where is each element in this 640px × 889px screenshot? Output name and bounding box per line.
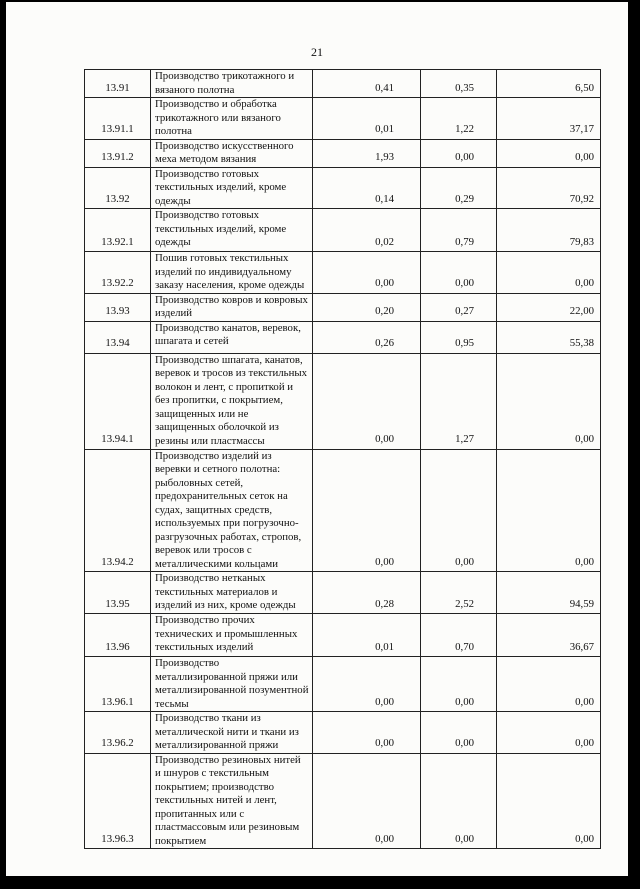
row-value-2: 0,27 bbox=[421, 293, 497, 321]
row-value-3: 0,00 bbox=[497, 139, 601, 167]
table-body bbox=[85, 70, 601, 849]
data-table bbox=[84, 69, 601, 849]
row-name: Производство нетканых текстильных материалов и изделий из них, кроме одежды bbox=[151, 572, 313, 614]
row-name: Производство и обработка трикотажного или вязаного полотна bbox=[151, 98, 313, 140]
row-name: Производство изделий из веревки и сетного полотна: рыболовных сетей, предохранительных сеток на судах, защитных средств, используемых при погрузочно-разгрузочных работах, стропов, веревок или тросов с металлическими кольцами bbox=[151, 449, 313, 572]
row-value-2: 1,27 bbox=[421, 353, 497, 449]
row-value-2: 0,00 bbox=[421, 449, 497, 572]
row-value-2: 0,35 bbox=[421, 70, 497, 98]
row-value-3: 0,00 bbox=[497, 252, 601, 294]
row-code: 13.96.2 bbox=[85, 712, 151, 754]
row-value-2: 0,00 bbox=[421, 753, 497, 849]
row-value-3: 0,00 bbox=[497, 753, 601, 849]
row-value-1: 0,00 bbox=[313, 712, 421, 754]
row-value-2: 2,52 bbox=[421, 572, 497, 614]
row-value-3: 94,59 bbox=[497, 572, 601, 614]
row-value-1: 0,41 bbox=[313, 70, 421, 98]
row-value-2: 0,00 bbox=[421, 712, 497, 754]
row-name: Производство металлизированной пряжи или металлизированной позументной тесьмы bbox=[151, 657, 313, 712]
row-value-1: 0,00 bbox=[313, 252, 421, 294]
row-name: Производство ковров и ковровых изделий bbox=[151, 293, 313, 321]
table-row bbox=[85, 712, 601, 754]
row-value-3: 70,92 bbox=[497, 167, 601, 209]
row-value-1: 0,01 bbox=[313, 614, 421, 657]
row-value-2: 0,29 bbox=[421, 167, 497, 209]
row-value-3: 6,50 bbox=[497, 70, 601, 98]
row-code: 13.91.2 bbox=[85, 139, 151, 167]
row-code: 13.96.3 bbox=[85, 753, 151, 849]
row-value-1: 0,00 bbox=[313, 449, 421, 572]
row-value-1: 0,00 bbox=[313, 353, 421, 449]
row-code: 13.95 bbox=[85, 572, 151, 614]
row-value-3: 37,17 bbox=[497, 98, 601, 140]
row-name: Производство искусственного меха методом вязания bbox=[151, 139, 313, 167]
row-value-1: 0,00 bbox=[313, 753, 421, 849]
row-value-2: 0,95 bbox=[421, 321, 497, 353]
table-row bbox=[85, 252, 601, 294]
row-value-3: 79,83 bbox=[497, 209, 601, 252]
row-value-3: 55,38 bbox=[497, 321, 601, 353]
row-value-3: 0,00 bbox=[497, 449, 601, 572]
document-page bbox=[6, 2, 628, 876]
row-code: 13.94.2 bbox=[85, 449, 151, 572]
row-name: Пошив готовых текстильных изделий по индивидуальному заказу населения, кроме одежды bbox=[151, 252, 313, 294]
table-row bbox=[85, 293, 601, 321]
row-value-3: 0,00 bbox=[497, 712, 601, 754]
row-value-1: 0,02 bbox=[313, 209, 421, 252]
row-code: 13.96 bbox=[85, 614, 151, 657]
row-code: 13.92.1 bbox=[85, 209, 151, 252]
row-name: Производство готовых текстильных изделий, кроме одежды bbox=[151, 167, 313, 209]
row-value-1: 0,26 bbox=[313, 321, 421, 353]
table-row bbox=[85, 98, 601, 140]
row-code: 13.93 bbox=[85, 293, 151, 321]
row-name: Производство ткани из металлической нити и ткани из металлизированной пряжи bbox=[151, 712, 313, 754]
row-value-2: 0,00 bbox=[421, 252, 497, 294]
row-value-3: 36,67 bbox=[497, 614, 601, 657]
table-row bbox=[85, 353, 601, 449]
row-name: Производство готовых текстильных изделий, кроме одежды bbox=[151, 209, 313, 252]
page-number: 21 bbox=[311, 45, 323, 59]
row-value-2: 1,22 bbox=[421, 98, 497, 140]
table-row bbox=[85, 753, 601, 849]
row-code: 13.92 bbox=[85, 167, 151, 209]
table-row bbox=[85, 572, 601, 614]
row-value-1: 0,00 bbox=[313, 657, 421, 712]
row-code: 13.94.1 bbox=[85, 353, 151, 449]
row-name: Производство шпагата, канатов, веревок и тросов из текстильных волокон и лент, с пропиткой и без пропитки, с покрытием, защищенных или не защищенных оболочкой из резины или пластмассы bbox=[151, 353, 313, 449]
table-row bbox=[85, 657, 601, 712]
row-name: Производство прочих технических и промышленных текстильных изделий bbox=[151, 614, 313, 657]
row-code: 13.94 bbox=[85, 321, 151, 353]
row-code: 13.92.2 bbox=[85, 252, 151, 294]
table-row bbox=[85, 321, 601, 353]
row-value-1: 1,93 bbox=[313, 139, 421, 167]
row-code: 13.91 bbox=[85, 70, 151, 98]
row-code: 13.91.1 bbox=[85, 98, 151, 140]
row-value-3: 22,00 bbox=[497, 293, 601, 321]
row-value-1: 0,01 bbox=[313, 98, 421, 140]
table-row bbox=[85, 139, 601, 167]
table-row bbox=[85, 209, 601, 252]
row-value-1: 0,28 bbox=[313, 572, 421, 614]
row-value-2: 0,70 bbox=[421, 614, 497, 657]
table-row bbox=[85, 449, 601, 572]
table-row bbox=[85, 70, 601, 98]
row-name: Производство резиновых нитей и шнуров с текстильным покрытием; производство текстильных нитей и лент, пропитанных или с пластмассовым или резиновым покрытием bbox=[151, 753, 313, 849]
row-value-2: 0,00 bbox=[421, 139, 497, 167]
row-value-1: 0,20 bbox=[313, 293, 421, 321]
row-code: 13.96.1 bbox=[85, 657, 151, 712]
row-name: Производство трикотажного и вязаного полотна bbox=[151, 70, 313, 98]
row-value-3: 0,00 bbox=[497, 353, 601, 449]
row-value-2: 0,00 bbox=[421, 657, 497, 712]
row-name: Производство канатов, веревок, шпагата и сетей bbox=[151, 321, 313, 353]
row-value-2: 0,79 bbox=[421, 209, 497, 252]
row-value-3: 0,00 bbox=[497, 657, 601, 712]
table-row bbox=[85, 167, 601, 209]
table-row bbox=[85, 614, 601, 657]
row-value-1: 0,14 bbox=[313, 167, 421, 209]
